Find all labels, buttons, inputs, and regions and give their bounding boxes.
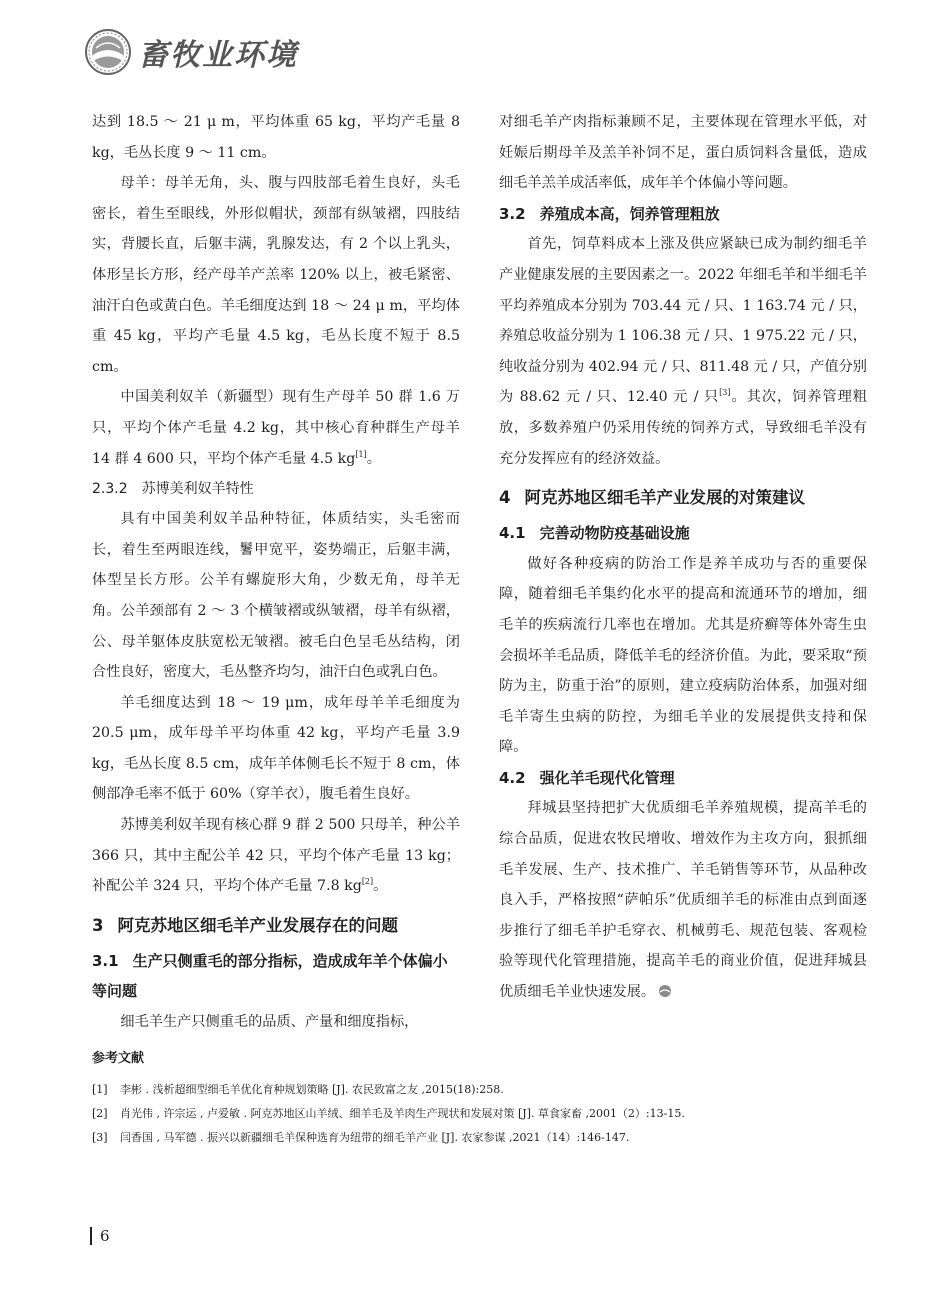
- subsection-heading-2-3-2: 2.3.2 苏博美利奴羊特性: [92, 481, 254, 498]
- subsection-number: 4.2: [499, 768, 526, 787]
- paragraph-text: 苏博美利奴羊现有核心群 9 群 2 500 只母羊，种公羊 366 只，其中主配公羊 42 只，平均个体产毛量 13 kg；补配公羊 324 只，平均个体产毛量 7.8 kg: [92, 817, 460, 895]
- paragraph: [499, 793, 867, 1007]
- paragraph: 羊毛细度达到 18 ～ 19 μm，成年母羊羊毛细度为 20.5 μm，成年母羊平均体重 42 kg，平均产毛量 3.9 kg，毛丛长度 8.5 cm，成年羊体侧毛长不短于 8 cm，体侧部净毛率不低于 60%（穿羊衣），腹毛着生良好。: [92, 694, 460, 803]
- reference-text: 肖光伟 , 许宗运 , 卢爱敏 . 阿克苏地区山羊绒、细羊毛及羊肉生产现状和发展对策 [J]. 草食家畜 ,2001（2）:13-15.: [120, 1107, 685, 1120]
- reference-number: [3]: [92, 1131, 108, 1144]
- subsection-title: 养殖成本高，饲养管理粗放: [539, 204, 720, 223]
- subsection-number: 3.1: [92, 951, 119, 970]
- section-title: 阿克苏地区细毛羊产业发展的对策建议: [524, 488, 805, 508]
- subsection-title: 强化羊毛现代化管理: [539, 768, 675, 787]
- paragraph: [499, 229, 867, 474]
- paragraph: 做好各种疫病的防治工作是养羊成功与否的重要保障，随着细毛羊集约化水平的提高和流通环节的增加，细毛羊的疾病流行几率也在增加。尤其是疥癣等体外寄生虫会损坏羊毛品质，降低羊毛的经济价值。为此，要采取“预防为主，防重于治”的原则，建立疫病防治体系，加强对细毛羊寄生虫病的防控，为细毛羊业的发展提供支持和保障。: [499, 555, 867, 756]
- paragraph-end: 。其次，饲养管理粗放，多数养殖户仍采用传统的饲养方式，导致细毛羊没有充分发挥应有的经济效益。: [499, 389, 867, 467]
- section-heading-3: [92, 910, 460, 942]
- paragraph: 达到 18.5 ～ 21 μ m，平均体重 65 kg，平均产毛量 8 kg，毛丛长度 9 ～ 11 cm。: [92, 114, 460, 161]
- section-number: 4: [499, 488, 511, 508]
- subsection-heading-3-2: [499, 199, 867, 230]
- left-column: [92, 107, 460, 1038]
- paragraph: 对细毛羊产肉指标兼顾不足，主要体现在管理水平低，对妊娠后期母羊及羔羊补饲不足，蛋白质饲料含量低，造成细毛羊羔羊成活率低，成年羊个体偏小等问题。: [499, 114, 867, 192]
- reference-number: [2]: [92, 1107, 108, 1120]
- reference-text: 李彬 . 浅析超细型细毛羊优化育种规划策略 [J]. 农民致富之友 ,2015(18):258.: [120, 1083, 504, 1096]
- subsection-number: 3.2: [499, 204, 526, 223]
- reference-item: [92, 1078, 862, 1102]
- end-mark-icon: [658, 984, 672, 998]
- references: [92, 1050, 862, 1150]
- page-number: 6: [100, 1227, 110, 1245]
- reference-text: 闫香国 , 马军德 . 振兴以新疆细毛羊保种选育为纽带的细毛羊产业 [J]. 农家参谋 ,2021（14）:146-147.: [120, 1131, 630, 1144]
- section-heading-4: [499, 482, 867, 514]
- subsection-heading-4-2: [499, 763, 867, 794]
- paragraph-end: 。: [366, 450, 381, 467]
- citation-1[interactable]: [1]: [355, 449, 367, 459]
- section-title: 阿克苏地区细毛羊产业发展存在的问题: [117, 915, 398, 935]
- paragraph: 母羊：母羊无角，头、腹与四肢部毛着生良好，头毛密长，着生至眼线，外形似帽状，颈部有纵皱褶，四肢结实，背腰长直，后躯丰满，乳腺发达，有 2 个以上乳头，体形呈长方形，经产母羊产羔率 120% 以上，被毛紧密、油汗白色或黄白色。羊毛细度达到 18 ～ 24 μ m，平均体重 45 kg，平均产毛量 4.5 kg，毛丛长度不短于 8.5 cm。: [92, 175, 460, 375]
- references-title: 参考文献: [92, 1051, 145, 1066]
- paragraph: [92, 382, 460, 474]
- page-number-divider: [90, 1227, 92, 1245]
- subsection-title: 完善动物防疫基础设施: [539, 524, 690, 543]
- section-number: 3: [92, 915, 104, 935]
- paragraph-end: 。: [373, 878, 388, 895]
- paragraph-text: 首先，饲草料成本上涨及供应紧缺已成为制约细毛羊产业健康发展的主要因素之一。2022 年细毛羊和半细毛羊平均养殖成本分别为 703.44 元 / 只、1 163.74 元 / 只，养殖总收益分别为 1 106.38 元 / 只、1 975.22 元 / 只，纯收益分别为 402.94 元 / 只、811.48 元 / 只，产值分别为 88.62 元 / 只、12.40 元 / 只: [499, 236, 867, 406]
- paragraph-text: 拜城县坚持把扩大优质细毛羊养殖规模，提高羊毛的综合品质，促进农牧民增收、增效作为主攻方向，狠抓细毛羊发展、生产、技术推广、羊毛销售等环节，从品种改良入手，严格按照“萨帕乐”优质细羊毛的标准由点到面逐步推行了细毛羊护毛穿衣、机械剪毛、规范包装、客观检验等现代化管理措施，提高羊毛的商业价值，促进拜城县优质细毛羊业快速发展。: [499, 800, 867, 1001]
- reference-item: [92, 1102, 862, 1126]
- reference-item: [92, 1126, 862, 1150]
- subsection-heading-4-1: [499, 518, 867, 549]
- paragraph: 细毛羊生产只侧重毛的品质、产量和细度指标，: [120, 1014, 419, 1031]
- citation-3[interactable]: [3]: [719, 388, 731, 398]
- journal-title: 畜牧业环境: [138, 38, 298, 73]
- right-column: [499, 107, 867, 1008]
- subsection-heading-3-1: [92, 946, 460, 1007]
- paragraph-text: 中国美利奴羊（新疆型）现有生产母羊 50 群 1.6 万只，平均个体产毛量 4.2 kg，其中核心育种群生产母羊 14 群 4 600 只，平均个体产毛量 4.5 kg: [92, 389, 460, 467]
- paragraph: [92, 810, 460, 902]
- paragraph: 具有中国美利奴羊品种特征，体质结实，头毛密而长，着生至两眼连线，鬐甲宽平，姿势端正，后躯丰满，体型呈长方形。公羊有螺旋形大角，少数无角，母羊无角。公羊颈部有 2 ～ 3 个横皱褶或纵皱褶，母羊有纵褶，公、母羊躯体皮肤宽松无皱褶。被毛白色呈毛丛结构，闭合性良好，密度大，毛丛整齐均匀，油汗白色或乳白色。: [92, 511, 460, 681]
- journal-logo: [84, 28, 298, 76]
- subsection-number: 4.1: [499, 524, 526, 543]
- reference-number: [1]: [92, 1083, 108, 1096]
- journal-emblem-icon: [84, 28, 132, 76]
- citation-2[interactable]: [2]: [361, 877, 374, 887]
- subsection-title: 生产只侧重毛的部分指标，造成成年羊个体偏小等问题: [92, 951, 448, 1001]
